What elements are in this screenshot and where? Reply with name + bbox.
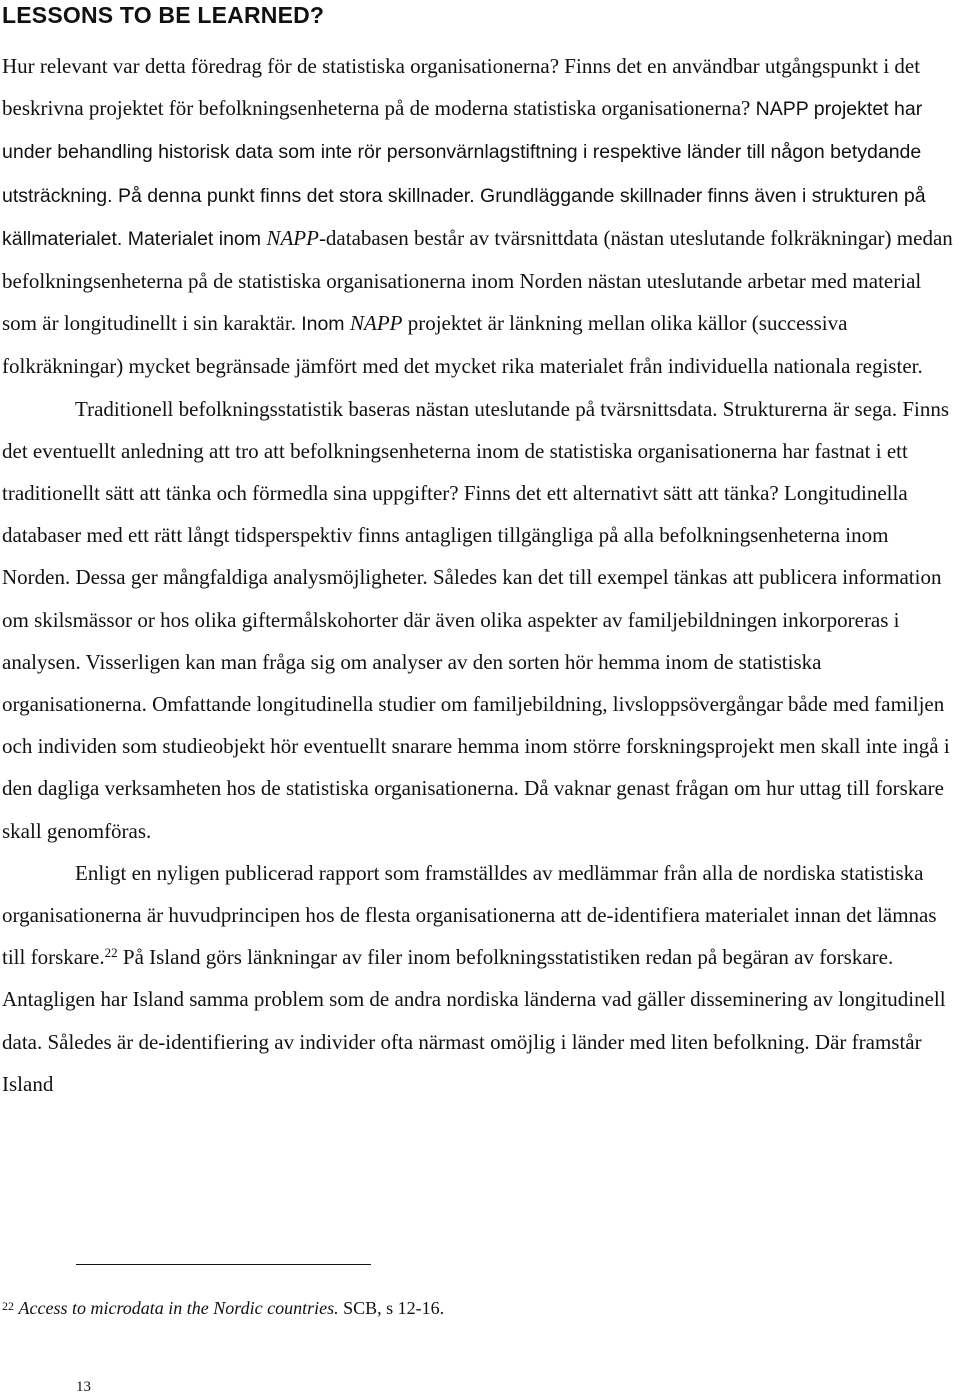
paragraph-3-part-1: Enligt en nyligen publicerad rapport som framställdes av medlämmar från alla de nordiska statistiska organisationerna är huvudprincipen hos de flesta organisationerna att de-identifiera materialet innan det lämnas till forskare. [2,860,937,970]
paragraph-1 [2,45,955,388]
paragraph-1-part-7: projektet är länkning mellan olika källor (successiva folkräkningar) mycket begränsade jämfört med det mycket rika materialet från individuella nationala register. [2,311,923,379]
page-number: 13 [76,1379,91,1395]
paragraph-2: Traditionell befolkningsstatistik baseras nästan uteslutande på tvärsnittsdata. Strukturerna är sega. Finns det eventuellt anledning att tro att befolkningsenheterna inom de statistiska organisationerna har fastnat i ett traditionellt sätt att tänka och förmedla sina uppgifter? Finns det ett alternativt sätt att tänka? Longitudinella databaser med ett rätt långt tidsperspektiv finns antagligen tillgängliga på alla befolkningsenheterna inom Norden. Dessa ger mångfaldiga analysmöjligheter. Således kan det till exempel tänkas att publicera information om skilsmässor or hos olika giftermålskohorter där även olika aspekter av familjebildningen inkorporeras i analysen. Visserligen kan man fråga sig om analyser av den sorten hör hemma inom de statistiska organisationerna. Omfattande longitudinella studier om familjebildning, livsloppsövergångar både med familjen och individen som studieobjekt hör eventuellt snarare hemma inom större forskningsprojekt men skall inte ingå i den dagliga verksamheten hos de statistiska organisationerna. Då vaknar genast frågan om hur uttag till forskare skall genomföras. [2,396,950,843]
paragraph-3 [2,852,955,1105]
footnote-source: SCB, s 12-16. [338,1298,445,1318]
footnote [2,1296,444,1320]
paragraph-1-part-5: Inom [301,313,350,336]
footnote-title: Access to microdata in the Nordic countries. [18,1298,339,1318]
footnote-number: 22 [2,1299,14,1313]
paragraph-1-napp-italic: NAPP [266,225,319,250]
footnote-divider [76,1264,371,1265]
paragraph-1-part-1: Hur relevant var detta föredrag för de statistiska organisationerna? Finns det en användbar utgångspunkt i det beskrivna projektet för befolkningsenheterna på de moderna statistiska organisationerna? [2,54,921,121]
paragraph-1-napp-italic-2: NAPP [349,311,403,336]
section-heading: LESSONS TO BE LEARNED? [2,2,325,28]
body-text [2,45,955,1105]
footnote-reference[interactable]: 22 [104,945,118,961]
paragraph-3-part-2: På Island görs länkningar av filer inom befolkningsstatistiken redan på begäran av forskare. Antagligen har Island samma problem som de andra nordiska länderna vad gäller disseminering av longitudinell data. Således är de-identifiering av individer ofta närmast omöjlig i länder med liten befolkning. Där framstår Island [2,945,946,1096]
paragraph-1-part-4: -databasen består av tvärsnittdata (nästan uteslutande folkräkningar) medan befolkningsenheterna på de statistiska organisationerna inom Norden nästan uteslutande arbetar med material som är longitudinellt i sin karaktär. [2,225,953,336]
paragraph-1-part-2: NAPP projektet har under behandling historisk data som inte rör personvärnlagstiftning i respektive länder till någon betydande utsträckning. På denna punkt finns det stora skillnader. Grundläggande skillnader finns även i strukturen på källmaterialet. Materialet inom [2,98,926,250]
